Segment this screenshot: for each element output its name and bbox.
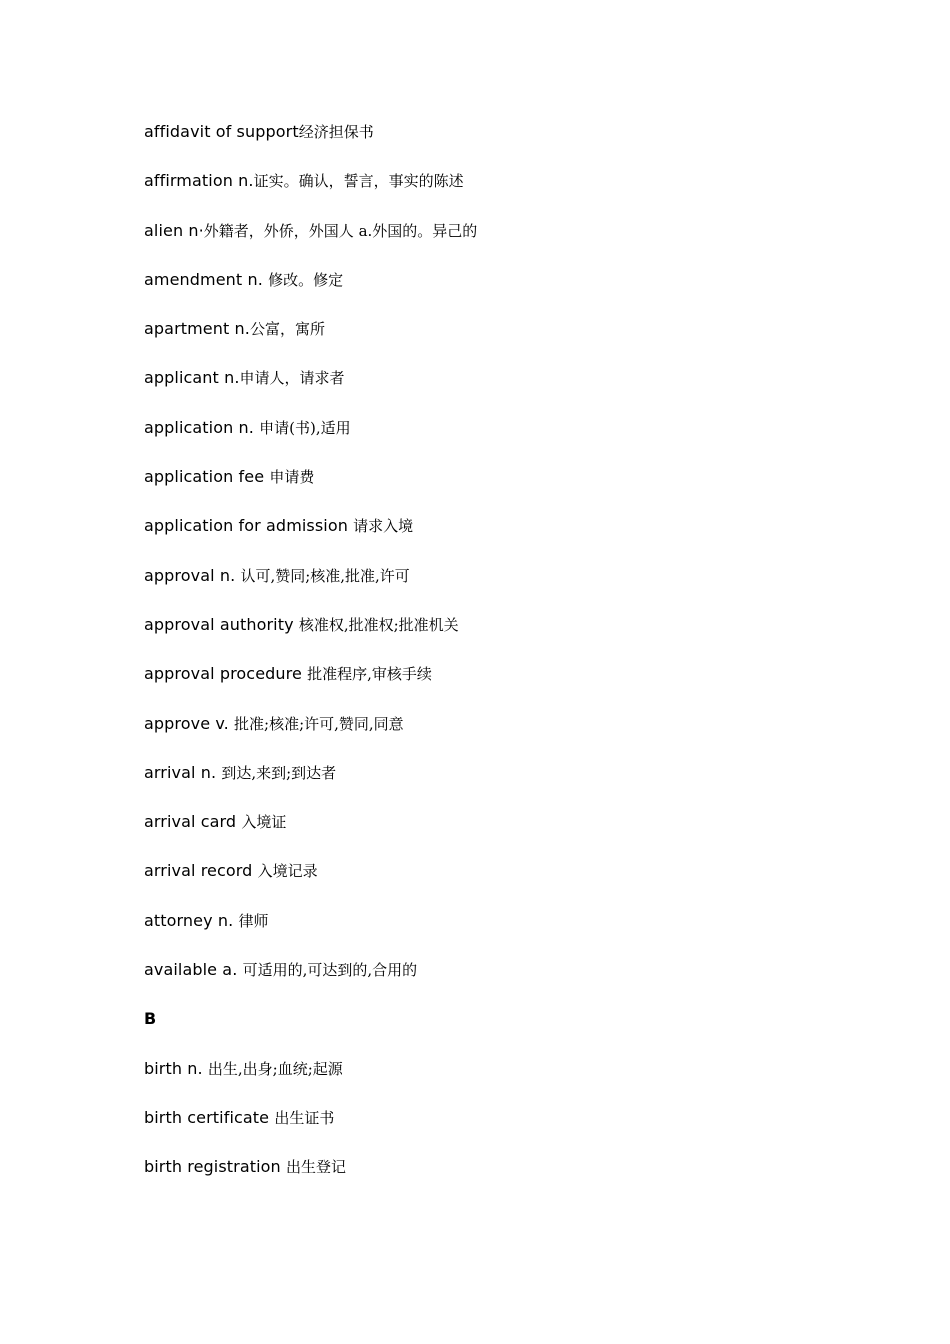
entry-definition: 经济担保书 [298,123,374,141]
glossary-entry [144,465,904,514]
entry-term: affirmation n. [144,171,254,191]
entry-definition: 申请人，请求者 [239,369,345,388]
entry-definition: 出生证书 [274,1108,335,1127]
entry-term: birth n. [144,1058,208,1078]
glossary-entry [144,317,904,366]
entry-definition: 公富，寓所 [249,320,325,339]
entry-definition: 批准程序,审核手续 [307,665,432,684]
entry-term: arrival n. [144,762,222,782]
glossary-entry [144,712,904,761]
glossary-entry [144,268,904,317]
entry-definition: 申请费 [269,468,315,487]
entry-term: apartment n. [144,319,250,339]
entry-term: birth registration [144,1157,286,1177]
entry-term: amendment n. [144,269,269,289]
glossary-entry [144,613,904,662]
entry-term: application for admission [144,516,354,536]
entry-definition: 出生登记 [285,1158,346,1177]
entry-definition: 到达,来到;到达者 [221,763,337,782]
entry-term: arrival record [144,861,258,881]
entry-term: available a. [144,960,243,980]
section-heading-b: B [144,1009,157,1029]
entry-term: approval n. [144,565,241,585]
entry-definition: 请求入境 [353,517,414,536]
entry-definition: 外籍者，外侨，外国人 a.外国的。异己的 [203,221,478,240]
glossary-entry [144,219,904,268]
entry-definition: 可适用的,可达到的,合用的 [242,961,418,980]
entry-definition: 认可,赞同;核准,批准,许可 [240,566,410,585]
entry-definition: 入境证 [241,813,287,832]
entry-definition: 修改。修定 [268,270,344,289]
glossary-page [144,120,904,1205]
entry-term: application n. [144,417,260,437]
entry-term: attorney n. [144,910,239,930]
glossary-entry [144,761,904,810]
glossary-entry [144,120,904,169]
entry-term: arrival card [144,812,242,832]
entry-definition: 入境记录 [257,862,318,881]
glossary-entry [144,366,904,415]
glossary-entry [144,514,904,563]
entry-definition: 批准;核准;许可,赞同,同意 [234,714,404,733]
entry-term: birth certificate [144,1107,275,1127]
entry-term: approval authority [144,614,299,634]
entry-term: affidavit of support [144,122,299,141]
entry-term: approval procedure [144,664,308,684]
entry-definition: 律师 [238,911,269,930]
entry-term: approve v. [144,713,235,733]
glossary-entry [144,909,904,958]
glossary-entry [144,662,904,711]
glossary-entry [144,859,904,908]
glossary-entry [144,1106,904,1155]
glossary-entry [144,1057,904,1106]
glossary-entry [144,810,904,859]
entry-term: applicant n. [144,368,240,388]
entry-definition: 证实。确认，誓言，事实的陈述 [253,172,464,191]
entry-term: alien n· [144,220,204,240]
glossary-entry [144,564,904,613]
glossary-entry [144,416,904,465]
entry-definition: 出生,出身;血统;起源 [207,1059,343,1078]
glossary-entry [144,1155,904,1204]
glossary-entry [144,169,904,218]
entry-definition: 核准权,批准权;批准机关 [298,615,459,634]
entry-definition: 申请(书),适用 [259,418,351,437]
glossary-entry [144,958,904,1007]
entry-term: application fee [144,467,270,487]
